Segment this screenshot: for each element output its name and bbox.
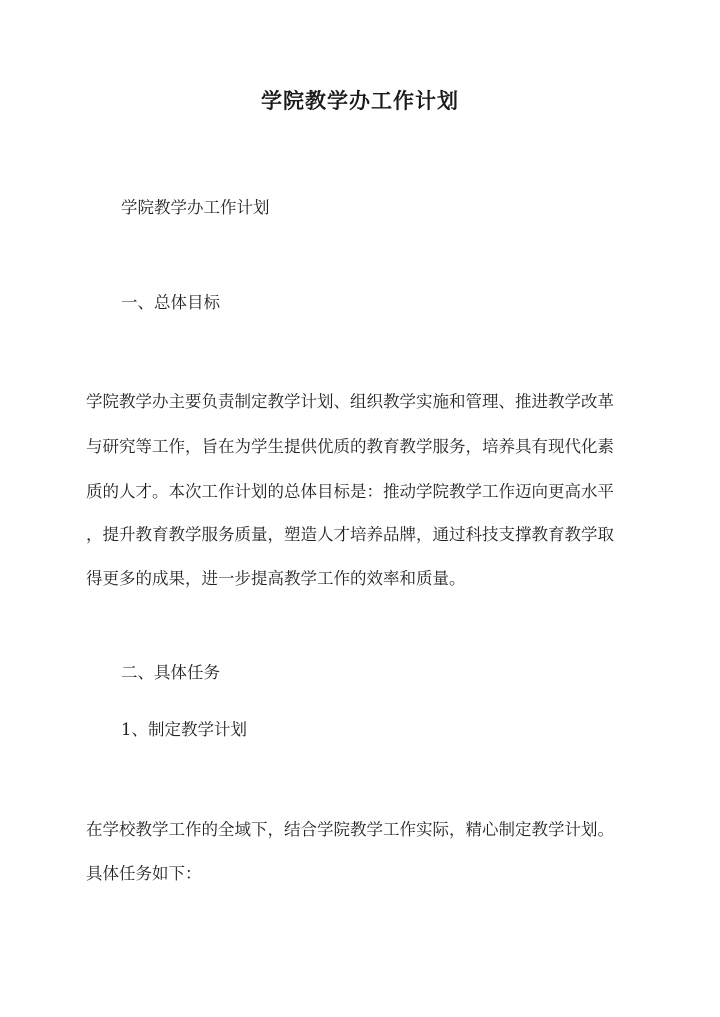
section-heading-specific-tasks: 二、具体任务 — [121, 663, 220, 682]
paragraph-line: 具体任务如下： — [86, 864, 202, 883]
document-title: 学院教学办工作计划 — [261, 88, 459, 113]
paragraph-line: 得更多的成果，进一步提高教学工作的效率和质量。 — [86, 569, 466, 588]
paragraph-line: 与研究等工作，旨在为学生提供优质的教育教学服务，培养具有现代化素 — [86, 437, 614, 456]
paragraph-line: 在学校教学工作的全域下，结合学院教学工作实际，精心制定教学计划。 — [86, 820, 614, 839]
paragraph-line: 质的人才。本次工作计划的总体目标是：推动学院教学工作迈向更高水平 — [86, 482, 614, 501]
paragraph-line: ，提升教育教学服务质量，塑造人才培养品牌，通过科技支撑教育教学取 — [86, 525, 614, 544]
paragraph-line: 学院教学办主要负责制定教学计划、组织教学实施和管理、推进教学改革 — [86, 392, 614, 411]
item-heading-teaching-plan: 1、制定教学计划 — [121, 720, 247, 739]
section-heading-overall-goal: 一、总体目标 — [121, 293, 220, 312]
document-subtitle: 学院教学办工作计划 — [121, 198, 270, 217]
